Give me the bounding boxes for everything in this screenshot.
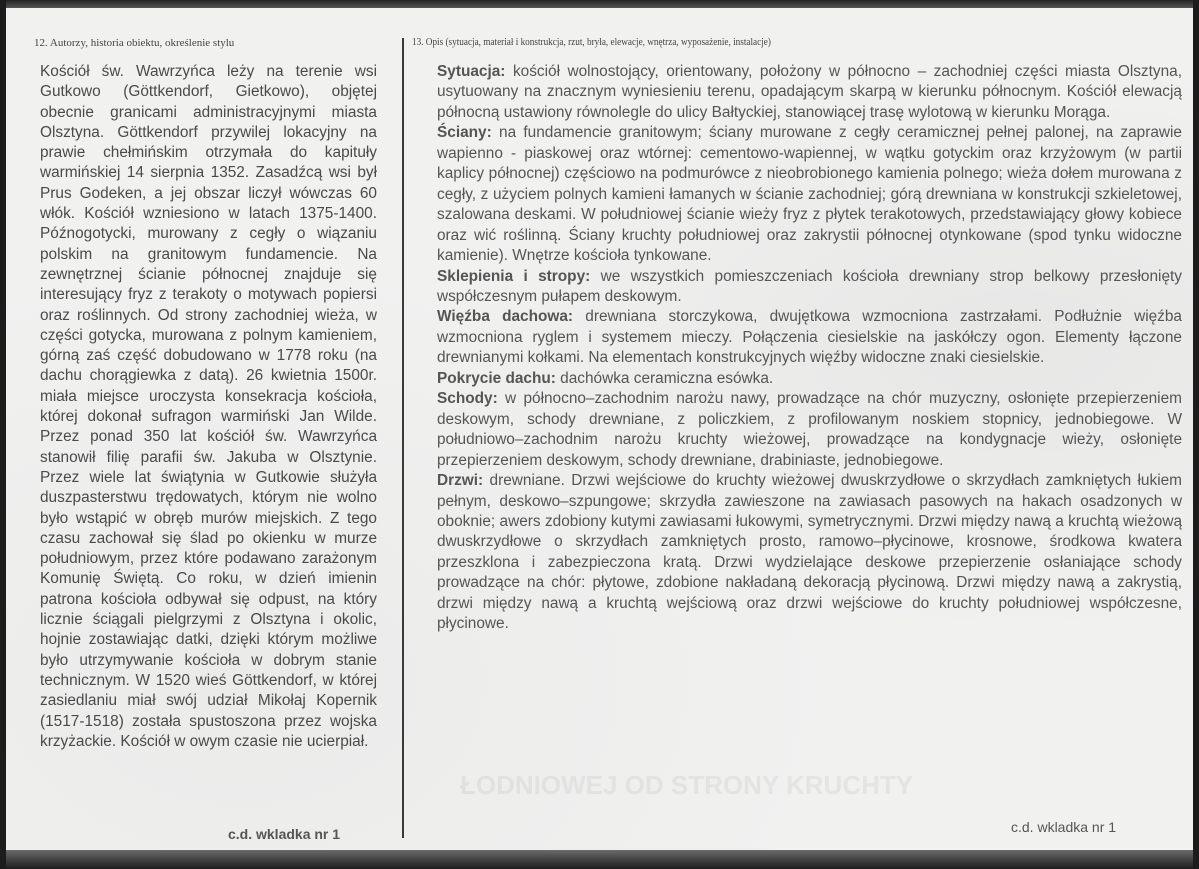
section-roof-truss bbox=[437, 307, 1182, 368]
continued-note-right: c.d. wkladka nr 1 bbox=[1011, 819, 1117, 835]
scan-left-edge bbox=[0, 0, 6, 869]
section-text: drewniana storczykowa, dwujętkowa wzmocniona zastrzałami. Podłużnie więźba wzmocniona ryglem i systemem mieczy. Połączenia ciesielskie na jaskółczy ogon. Elementy łączone drewnianymi kołkami. Na elementach konstrukcyjnych więźby widoczne znaki ciesielskie. bbox=[437, 308, 1182, 367]
section-doors bbox=[437, 471, 1182, 635]
section-label: Drzwi: bbox=[437, 472, 484, 490]
section-vaults-ceilings bbox=[437, 267, 1182, 308]
section-text: dachówka ceramiczna esówka. bbox=[555, 369, 774, 387]
scan-top-edge bbox=[0, 0, 1199, 8]
section-label: Sklepienia i stropy: bbox=[437, 267, 591, 285]
continued-note-left: c.d. wkladka nr 1 bbox=[228, 826, 341, 842]
section-label: Pokrycie dachu: bbox=[437, 369, 556, 387]
section-text: drewniane. Drzwi wejściowe do kruchty wieżowej dwuskrzydłowe o skrzydłach zamkniętych łukiem pełnym, deskowo–szpungowe; skrzydła zawieszone na zawiasach pasowych na hakach osadzonych w oboknie; awers zdobiony kutymi zawiasami łukowymi, symetrycznymi. Drzwi między nawą a kruchtą wieżową dwuskrzydłowe o skrzydłach zamkniętych prosto, ramowo–płycinowe, krosnowe, środkowa kwatera przeszklona i zabezpieczona kratą. Drzwi wydzielające deskowe przepierzenie osłaniające schody prowadzące na chór: płytowe, zdobione nakładaną dekoracją płycinową. Drzwi między nawą a zakrystią, drzwi między nawą a kruchtą wejściową oraz drzwi wejściowe do kruchty południowej współczesne, płycinowe. bbox=[437, 472, 1182, 633]
section-text: na fundamencie granitowym; ściany murowane z cegły ceramicznej pełnej palonej, na zaprawie wapienno - piaskowej oraz wtórnej: cementowo-wapiennej, w wątku gotyckim oraz krzyżowym (w partii kaplicy północnej) częściowo na podmurówce z nieobrobionego kamienia polnego; wieża dołem murowana z cegły, z użyciem polnych kamieni łamanych w ścianie zachodniej; górą drewniana w konstrukcji szkieletowej, szalowana deskami. W południowej ścianie wieży fryz z płytek terakotowych, przedstawiający głowy kobiece oraz wić roślinną. Ściany kruchty południowej oraz zakrystii północnej otynkowane (spod tynku widoczne kamienie). Wnętrze kościoła tynkowane. bbox=[437, 124, 1182, 265]
section-text: we wszystkich pomieszczeniach kościoła drewniany strop belkowy przesłonięty współczesnym pułapem deskowym. bbox=[437, 267, 1182, 305]
section-text: kościół wolnostojący, orientowany, położony w północno – zachodniej części miasta Olsztyna, usytuowany na znacznym wyniesieniu terenu, opadającym skarpą w kierunku północnym. Kościół elewacją północną ustawiony równolegle do ulicy Bałtyckiej, stanowiącej trasę wylotową w kierunku Morąga. bbox=[437, 63, 1182, 121]
column-divider bbox=[402, 38, 404, 838]
section-walls bbox=[437, 123, 1182, 266]
section-13-header: 13. Opis (sytuacja, materiał i konstrukcja, rzut, bryła, elewacje, wnętrza, wyposażenie, instalacje) bbox=[412, 37, 771, 48]
section-12-header: 12. Autorzy, historia obiektu, określenie stylu bbox=[34, 37, 235, 49]
scan-right-edge bbox=[1193, 0, 1199, 869]
history-column bbox=[40, 62, 377, 752]
section-roofing bbox=[437, 369, 1182, 389]
section-label: Sytuacja: bbox=[437, 63, 506, 80]
section-label: Więźba dachowa: bbox=[437, 308, 574, 326]
section-text: w północno–zachodnim narożu nawy, prowadzące na chór muzyczny, osłonięte przepierzeniem deskowym, schody drewniane, z policzkiem, z profilowanym noskiem stopnicy, jednobiegowe. W południowo–zachodnim narożu kruchty wieżowej, prowadzące na kondygnacje wieży, osłonięte przepierzeniem deskowym, schody drewniane, drabiniaste, jednobiegowe. bbox=[437, 390, 1182, 469]
history-text: Kościół św. Wawrzyńca leży na terenie wsi Gutkowo (Göttkendorf, Gietkowo), objętej obecnie granicami administracyjnymi miasta Olsztyna. Göttkendorf przywilej lokacyjny na prawie chełmińskim otrzymała do kapituły warmińskiej 14 sierpnia 1352. Zasadźcą wsi był Prus Godeken, a jej obszar liczył wówczas 60 włók. Kościół wzniesiono w latach 1375-1400. Późnogotycki, murowany z cegły o wiązaniu polskim na granitowym fundamencie. Na zewnętrznej ścianie północnej znajduje się interesujący fryz z terakoty o motywach popiersi oraz roślinnych. Od strony zachodniej wieża, w części gotycka, murowana z polnym kamieniem, górną zaś część dobudowano w 1778 roku (na dachu chorągiewka z datą). 26 kwietnia 1500r. miała miejsce uroczysta konsekracja kościoła, której dokonał sufragon warmiński Jan Wilde. Przez ponad 350 lat kościół św. Wawrzyńca stanowił filię parafii św. Jakuba w Olsztynie. Przez wiele lat świątynia w Gutkowie służyła duszpasterstwu trędowatych, którym nie wolno było wstąpić w obręb murów miejskich. Z tego czasu zachował się ślad po okienku w murze południowym, przez które podawano zarażonym Komunię Świętą. Co roku, w dzień imienin patrona kościoła odbywał się odpust, na który licznie ściągali pielgrzymi z Olsztyna i okolic, hojnie zostawiając datki, dzięki którym możliwe było utrzymywanie kościoła w dobrym stanie technicznym. W 1520 wieś Göttkendorf, w której zasiedlaniu miał swój udział Mikołaj Kopernik (1517-1518) została spustoszona przez wojska krzyżackie. Kościół w owym czasie nie ucierpiał. bbox=[40, 63, 377, 750]
section-situation bbox=[437, 62, 1182, 123]
scan-bottom-edge bbox=[0, 850, 1199, 869]
section-stairs bbox=[437, 389, 1182, 471]
section-label: Ściany: bbox=[437, 124, 492, 142]
description-column bbox=[437, 62, 1182, 635]
section-label: Schody: bbox=[437, 390, 498, 408]
